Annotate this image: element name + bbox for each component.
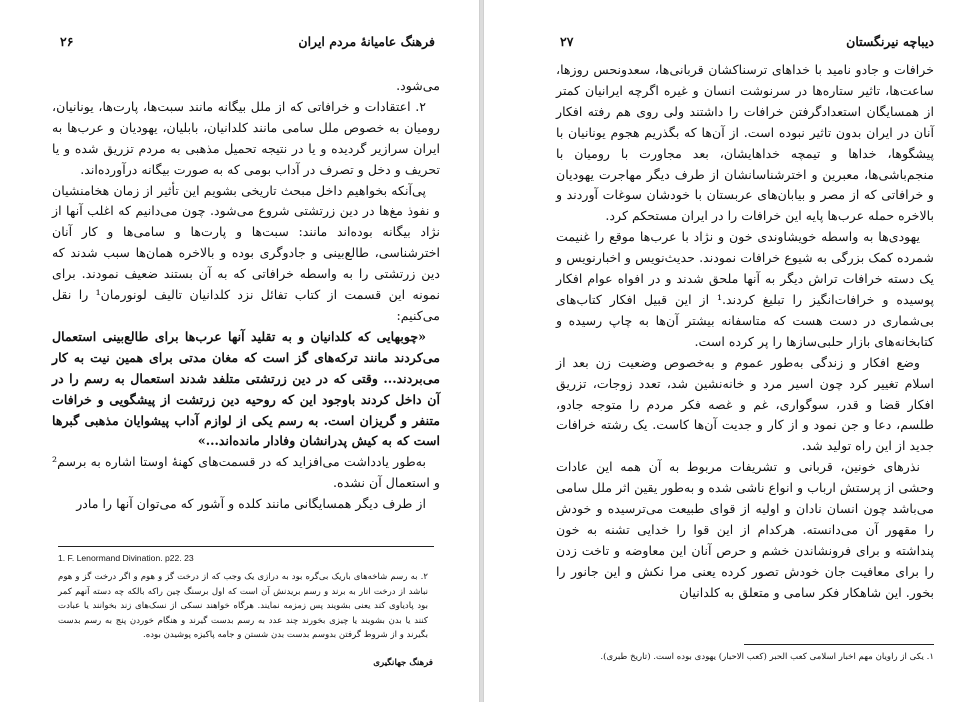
running-title: فرهنگ عامیانهٔ مردم ایران bbox=[298, 34, 435, 49]
paragraph: از طرف دیگر همسایگانی مانند کلده و آشور که می‌توان آنها را مادر bbox=[76, 496, 426, 512]
page-body bbox=[52, 76, 440, 515]
footnote: 1. F. Lenormand Divination. p22. 23 bbox=[58, 553, 194, 563]
footnote: ۲. به رسم شاخه‌های باریک بی‌گره بود به درازی یک وجب که از درخت گز و هوم و اگر درخت گز و هوم نباشد از درخت انار به برند و رسم بریدنش آن است که اول برسنگ چین راکه بالکه چه دسته آنهم کمر بود پادیاوی کند یعنی بشویند پس زمزمه نمایند. هرگاه خواهند نسکی از نسک‌های زند بخوانند یا عبادت کنند یا بدن بشویند یا چیزی بخورند چند عدد به رسم بدست گیرند و هنگام خوردن پنج به رسم بدست بگیرند و از شروط گرفتن بدوسم بدست بدن شستن و جامه پاکیزه پوشیدن بوده. bbox=[58, 572, 428, 641]
paragraph: خرافات و جادو نامید با خداهای ترسناکشان قربانی‌ها، سعدونحس روزها، ساعت‌ها، تاثیر ستاره‌ها در سرنوشت انسان و غیره اگرچه ایرانیان کمتر از همسایگان استعدادگرفتن خرافات را داشتند ولی روی هم رفته افکار آنان در ایران بدون تاثیر نبوده است. از آن‌ها که بگذریم هجوم یونانیان با پیشگوها، خداها و تیمچه خداهایشان، بعد مجاورت با رومیان با منجم‌باشی‌ها، معبرین و اخترشناسانشان از طرف دیگر مهاجرت یهودیان و خرافاتی که از مصر و بیابان‌های عربستان با خودشان سوغات آوردند و بالاخره حمله عرب‌ها پایه این خرافات را در ایران مستحکم کرد. bbox=[556, 62, 934, 224]
footnote-source: فرهنگ جهانگیری bbox=[373, 658, 433, 668]
paragraph: وضع افکار و زندگی به‌طور عموم و به‌خصوص وضعیت زن بعد از اسلام تغییر کرد چون اسیر مرد و خانه‌نشین شد، تعدد زوجات، تزریق افکار قضا و قدر، سوگواری، غم و غصه فکر مردم را متوجه جادو، طلسم، دعا و جن نمود و از کار و جدیت آن‌ها کاست. یک رشته خرافات جدید از این راه تولید شد. bbox=[556, 354, 934, 454]
footnote-divider bbox=[58, 546, 434, 547]
paragraph: پی‌آنکه بخواهیم داخل مبحث تاریخی بشویم این تأثیر از زمان هخامنشیان و نفوذ مغ‌ها در دین زرتشتی شروع می‌شود. چون می‌دانیم که اغلب آنها از نژاد بیگانه بوده‌اند مانند: سبت‌ها و پارت‌ها و سامی‌ها و کار آنان اخترشناسی، طالع‌بینی و جادوگری بوده و بالاخره همان‌ها سبب شدند که دین زرتشتی را به واسطه خرافاتی که به آن بستند ضعیف نمودند. برای نمونه این قسمت از کتاب تفائل نزد کلدانیان تالیف لونورمان¹ را نقل می‌کنیم: bbox=[52, 182, 440, 323]
footnote: ۱. یکی از راویان مهم اخبار اسلامی کعب الحبر (کعب الاحبار) یهودی بوده است. (تاریخ طبری). bbox=[600, 652, 934, 662]
paragraph: نذرهای خونین، قربانی و تشریفات مربوط به آن همه این عادات وحشی از پرستش ارباب و انواع ناشی شده و به‌طور یقین اثر ملل سامی می‌باشد چون انسان نادان و اولیه از قوای طبیعت می‌ترسیده و خودش را مقهور آن می‌دانسته. هرکدام از این قوا را خدایی تشنه به خون پنداشته و برای فرونشاندن خشم و حرص آنان این معاوضه و تاخت زدن را برای معافیت جان خودش تصور کرده یعنی مرا نکش و این جانور را بخور. این شاهکار فکر سامی و متعلق به کلدانیان bbox=[556, 459, 934, 600]
quote-paragraph: «چوبهایی که کلدانیان و به تقلید آنها عرب‌ها برای طالع‌بینی استعمال می‌کردند مانند ترکه‌های گز است که مغان مدتی برای همین نیت به کار می‌بردند... وقتی که در دین زرتشتی متلفد شدند استعمال به رسم را در آن داخل کردند باوجود این که روحیه دین زرتشت از پیشگویی و خرافات متنفر و گریزان است. به رسم یکی از لوازم آداب پیشوایان مذهبی گبرها است که به کیش پدرانشان وفادار مانده‌اند...» bbox=[52, 328, 440, 449]
page-number: ۲۷ bbox=[560, 34, 574, 49]
paragraph: می‌شود. bbox=[396, 78, 440, 93]
left-page bbox=[0, 0, 480, 702]
paragraph: یهودی‌ها به واسطه خویشاوندی خون و نژاد با عرب‌ها موقع را غنیمت شمرده کمک بزرگی به شیوع خرافات نمودند. حدیث‌نویس و اخبارنویس و یک دسته خرافات تراش دیگر به آنها ملحق شدند و در افواه عوام افکار پوسیده و خرافات‌انگیز را تبلیغ کردند.¹ از این قبیل افکار کتاب‌های بی‌شماری در دست هست که متاسفانه بیشتر آن‌ها به چاپ رسیده و کتابخانه‌های بازار حلبی‌سازها را پر کرده است. bbox=[556, 229, 934, 349]
running-title: دیباچه نیرنگستان bbox=[846, 34, 934, 49]
paragraph: به‌طور یادداشت می‌افزاید که در قسمت‌های کهنهٔ اوستا اشاره به برسم² و استعمال آن نشده. bbox=[52, 454, 440, 491]
page-number: ۲۶ bbox=[60, 34, 74, 49]
footnote-divider bbox=[744, 644, 934, 645]
right-page bbox=[483, 0, 964, 702]
page-body bbox=[556, 60, 934, 604]
paragraph: ۲. اعتقادات و خرافاتی که از ملل بیگانه مانند سبت‌ها، پارت‌ها، یونانیان، رومیان به خصوص ملل سامی مانند کلدانیان، بابلیان، یهودیان و عرب‌ها به ایران سرازیر گردیده و یا در نتیجه تحمیل مذهبی به مردم تزریق شده و یا تحریف و دخل و تصرف در آداب بومی که به صورت بیگانه درآورده‌اند. bbox=[52, 98, 440, 177]
